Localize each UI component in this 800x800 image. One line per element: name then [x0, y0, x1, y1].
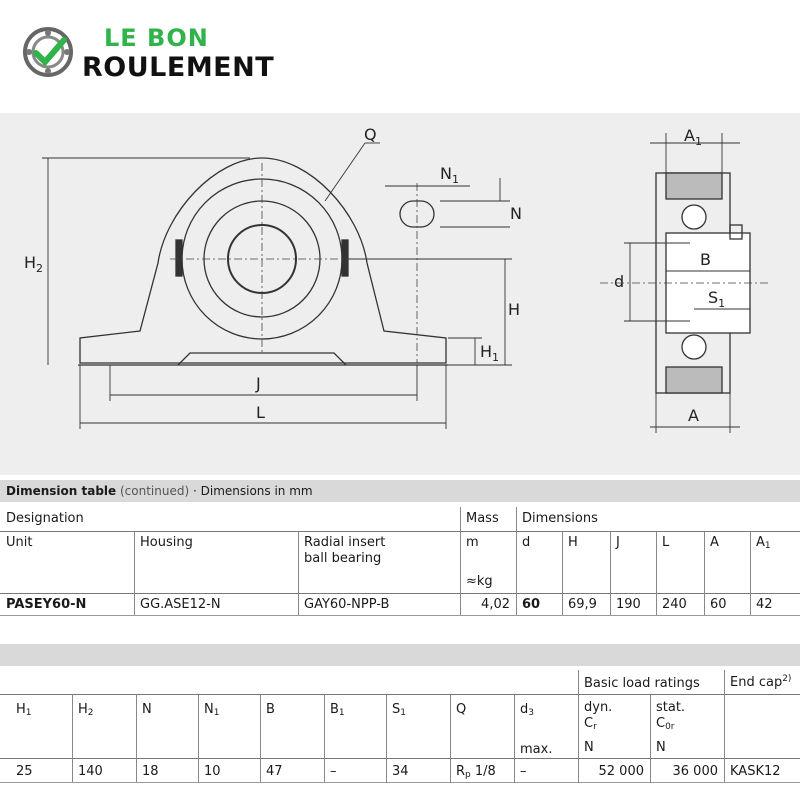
- col-stat: stat.: [656, 700, 686, 715]
- col-d3: $d_3$: [520, 702, 534, 718]
- col-l: L: [662, 535, 670, 550]
- col-n: N: [142, 702, 152, 717]
- label-j: J: [256, 374, 261, 393]
- label-h2: $H_2$: [24, 253, 44, 275]
- cell-endcap: KASK12: [730, 764, 781, 779]
- bearing-check-icon: [22, 26, 78, 82]
- col-h: H: [568, 535, 578, 550]
- cell-d3: –: [520, 764, 527, 779]
- col-dyn-unit: N: [584, 740, 594, 755]
- label-n1: $N_1$: [440, 164, 459, 186]
- logo-line-2: ROULEMENT: [82, 52, 275, 83]
- group-mass: Mass: [466, 511, 499, 526]
- col-mass: m: [466, 535, 479, 550]
- col-b: B: [266, 702, 275, 717]
- label-l: L: [256, 403, 265, 422]
- cell-d: 60: [522, 597, 541, 612]
- cell-c0r: 36 000: [672, 764, 718, 779]
- cell-a1: 42: [756, 597, 773, 612]
- cell-h: 69,9: [568, 597, 597, 612]
- label-n: N: [510, 204, 522, 223]
- label-h1: $H_1$: [480, 342, 500, 364]
- label-a1: $A_1$: [684, 126, 702, 148]
- cell-insert: GAY60-NPP-B: [304, 597, 390, 612]
- col-q: Q: [456, 702, 467, 717]
- col-d3-max: max.: [520, 742, 553, 757]
- cell-b: 47: [266, 764, 283, 779]
- col-a: A: [710, 535, 719, 550]
- col-stat-unit: N: [656, 740, 666, 755]
- cell-l: 240: [662, 597, 687, 612]
- col-s1: $S_1$: [392, 702, 406, 718]
- col-mass-unit: ≈kg: [466, 574, 493, 589]
- table1-header-bar: [0, 480, 800, 502]
- group-dimensions: Dimensions: [522, 511, 598, 526]
- technical-drawing: [0, 113, 800, 475]
- col-n1: $N_1$: [204, 702, 220, 718]
- col-unit: Unit: [6, 535, 33, 550]
- label-s1: $S_1$: [708, 288, 726, 310]
- col-d: d: [522, 535, 531, 550]
- cell-n1: 10: [204, 764, 221, 779]
- cell-j: 190: [616, 597, 641, 612]
- col-dyn: dyn.: [584, 700, 613, 715]
- cell-housing: GG.ASE12-N: [140, 597, 221, 612]
- logo-line-1: LE BON: [104, 24, 209, 52]
- cell-n: 18: [142, 764, 159, 779]
- col-insert-2: ball bearing: [304, 551, 382, 566]
- group-load-ratings: Basic load ratings: [584, 676, 700, 691]
- cell-unit: PASEY60-N: [6, 597, 87, 612]
- group-designation: Designation: [6, 511, 84, 526]
- col-b1: $B_1$: [330, 702, 345, 718]
- cell-mass: 4,02: [481, 597, 510, 612]
- cell-h2: 140: [78, 764, 103, 779]
- housing-outline: [80, 158, 446, 363]
- col-h2: $H_2$: [78, 702, 94, 718]
- cell-h1: 25: [16, 764, 33, 779]
- col-a1: $A_1$: [756, 535, 771, 551]
- drawing-svg: [0, 113, 800, 475]
- col-insert-1: Radial insert: [304, 535, 386, 550]
- label-a: A: [688, 406, 699, 425]
- label-q: Q: [364, 125, 377, 144]
- col-housing: Housing: [140, 535, 193, 550]
- cell-b1: –: [330, 764, 337, 779]
- brand-logo: [20, 22, 320, 82]
- group-end-cap: End cap$^{2)}$: [730, 674, 792, 690]
- cell-q: $R_p$ 1/8: [456, 764, 496, 780]
- col-h1: $H_1$: [16, 702, 32, 718]
- col-j: J: [616, 535, 620, 550]
- label-b: B: [700, 250, 711, 269]
- label-h: H: [508, 300, 521, 319]
- cell-s1: 34: [392, 764, 409, 779]
- table1-title: Dimension table (continued) · Dimensions in mm: [6, 484, 313, 498]
- col-cr: $C_r$: [584, 716, 597, 732]
- cell-cr: 52 000: [598, 764, 644, 779]
- cell-a: 60: [710, 597, 727, 612]
- label-d: d: [614, 272, 625, 291]
- col-c0r: $C_{0r}$: [656, 716, 675, 732]
- table2-header-bar: [0, 644, 800, 666]
